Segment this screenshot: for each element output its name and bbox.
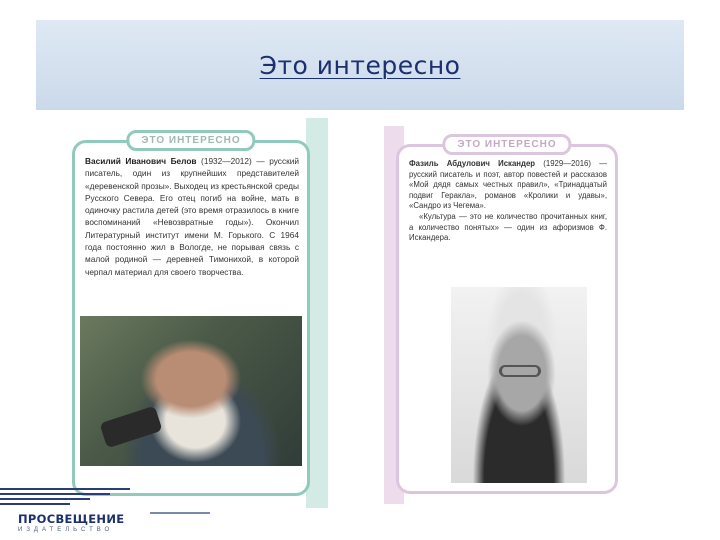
publisher-logo-text: ПРОСВЕЩЕНИЕ bbox=[18, 512, 125, 526]
left-author-name: Василий Иванович Белов bbox=[85, 156, 197, 166]
slide-title-bar bbox=[36, 20, 684, 110]
footer-bar bbox=[0, 503, 70, 505]
glasses-shape bbox=[499, 365, 541, 377]
left-box-badge: ЭТО ИНТЕРЕСНО bbox=[126, 130, 255, 151]
right-author-quote: «Культура — это не количество прочитанных книг, а количество понятых» — один из афоризмов Ф. Искандера. bbox=[409, 211, 607, 243]
footer-divider bbox=[150, 512, 210, 514]
right-author-bio: (1929—2016) — русский писатель и поэт, автор повестей и рассказов «Мой дядя самых честных правил», «Тринадцатый подвиг Геракла», романов «Кролики и удавы», «Сандро из Чегема». bbox=[409, 159, 607, 211]
left-textbook-page bbox=[62, 118, 328, 508]
footer-bar bbox=[0, 498, 90, 500]
belov-portrait-photo bbox=[80, 316, 302, 466]
right-info-box bbox=[396, 139, 618, 494]
iskander-portrait-photo bbox=[451, 287, 587, 483]
footer-decoration bbox=[0, 488, 140, 508]
publisher-logo-subtext: ИЗДАТЕЛЬСТВО bbox=[18, 527, 114, 533]
left-box-text bbox=[85, 155, 299, 278]
right-box-text bbox=[409, 159, 607, 244]
right-author-paragraph bbox=[409, 159, 607, 212]
footer-bar bbox=[0, 493, 110, 495]
left-author-bio: (1932—2012) — русский писатель, один из крупнейших представителей «деревенской прозы». Выходец из крестьянской среды Русского Севера. Его отец погиб на войне, мать в одиночку растила детей (это время отразилось в книге воспоминаний «Невозвратные годы»). Окончил Литературный институт имени М. Горького. С 1964 года постоянно жил в Вологде, не порывая связь с малой родиной — деревней Тимонихой, в которой черпал материал для своего творчества. bbox=[85, 156, 299, 277]
right-textbook-page bbox=[384, 126, 628, 504]
right-box-badge: ЭТО ИНТЕРЕСНО bbox=[442, 134, 571, 155]
microphone-shape bbox=[99, 406, 162, 449]
right-author-name: Фазиль Абдулович Искандер bbox=[409, 159, 536, 168]
slide-title: Это интересно bbox=[259, 50, 461, 80]
footer-bar bbox=[0, 488, 130, 490]
